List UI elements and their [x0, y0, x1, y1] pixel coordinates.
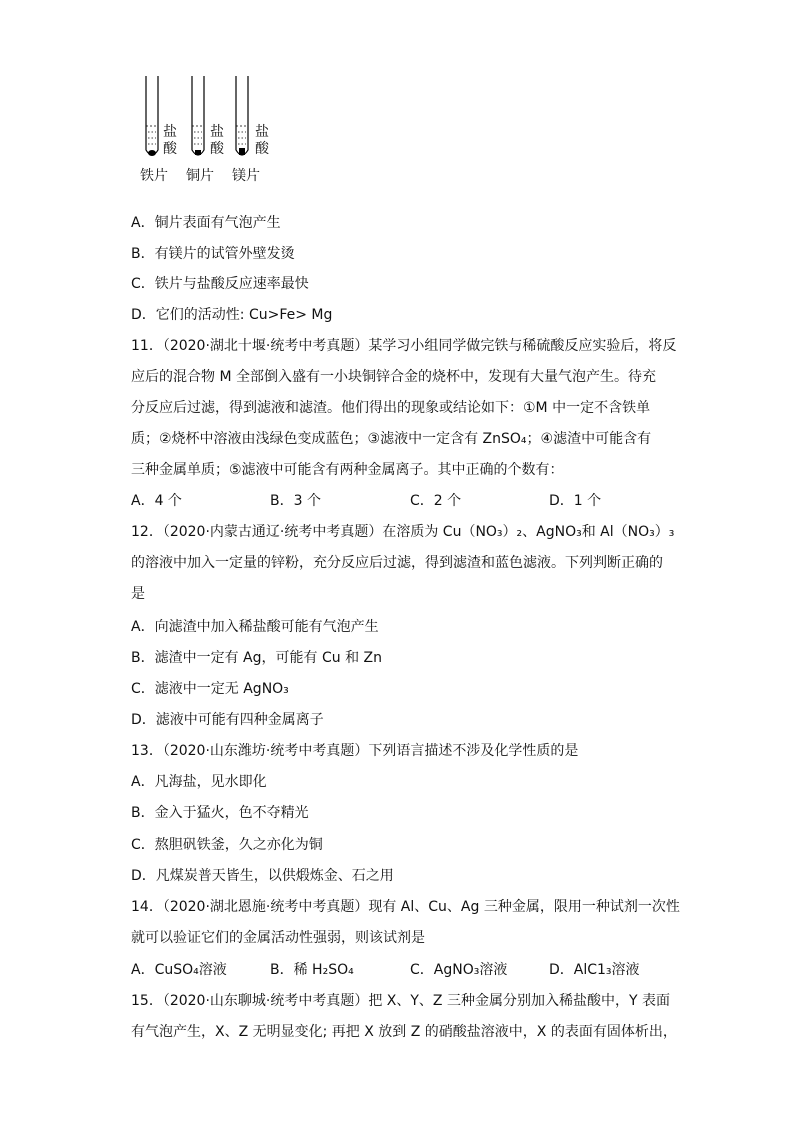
tube-3	[236, 76, 248, 155]
q11-option-b: B．3 个	[270, 493, 321, 509]
q14-options	[131, 961, 651, 979]
q14-option-c: C．AgNO₃溶液	[410, 962, 508, 978]
q12-option-a: A．向滤渣中加入稀盐酸可能有气泡产生	[131, 619, 379, 635]
q12-stem-line-2: 的溶液中加入一定量的锌粉，充分反应后过滤，得到滤渣和蓝色滤液。下列判断正确的	[131, 555, 663, 571]
q14-option-b: B．稀 H₂SO₄	[270, 962, 354, 978]
q10-option-b: B．有镁片的试管外壁发烫	[131, 246, 295, 262]
q11-stem-line-5: 三种金属单质；⑤滤液中可能含有两种金属离子。其中正确的个数有：	[131, 462, 564, 478]
q10-option-a: A．铜片表面有气泡产生	[131, 215, 281, 231]
q11-stem-line-2: 应后的混合物 M 全部倒入盛有一小块铜锌合金的烧杯中，发现有大量气泡产生。待充	[131, 369, 656, 385]
tube-label-magnesium: 镁片	[232, 168, 260, 184]
q13-option-d: D．凡煤炭普天皆生，以供煅炼金、石之用	[131, 868, 394, 884]
q13-option-b: B．金入于猛火，色不夺精光	[131, 805, 309, 821]
q12-stem-line-1: 12．（2020·内蒙古通辽·统考中考真题）在溶质为 Cu（NO₃）₂、AgNO₃和 Al（NO₃）₃	[131, 524, 675, 540]
q11-option-c: C．2 个	[410, 493, 462, 509]
q11-stem-line-3: 分反应后过滤，得到滤液和滤渣。他们得出的现象或结论如下：①M 中一定不含铁单	[131, 400, 651, 416]
q15-stem-line-1: 15．（2020·山东聊城·统考中考真题）把 X、Y、Z 三种金属分别加入稀盐酸中，Y 表面	[131, 993, 670, 1009]
tube-label-copper: 铜片	[186, 168, 214, 184]
tube-1	[146, 76, 158, 156]
acid-label-3: 盐酸	[255, 124, 269, 157]
q11-option-a: A．4 个	[131, 493, 182, 509]
q14-stem-line-2: 就可以验证它们的金属活动性强弱，则该试剂是	[131, 930, 425, 946]
q12-option-b: B．滤渣中一定有 Ag，可能有 Cu 和 Zn	[131, 650, 382, 666]
test-tube-figure	[136, 74, 296, 186]
q14-option-d: D．AlC1₃溶液	[549, 962, 640, 978]
q13-option-a: A．凡海盐，见水即化	[131, 774, 267, 790]
tube-2	[192, 76, 204, 155]
q11-option-d: D．1 个	[549, 493, 602, 509]
tube-label-iron: 铁片	[140, 168, 168, 184]
q15-stem-line-2: 有气泡产生，X、Z 无明显变化; 再把 X 放到 Z 的硝酸盐溶液中，X 的表面有固体析出，	[131, 1024, 677, 1040]
q13-option-c: C．熬胆矾铁釜，久之亦化为铜	[131, 837, 323, 853]
q11-stem-line-1: 11．（2020·湖北十堰·统考中考真题）某学习小组同学做完铁与稀硫酸反应实验后，将反	[131, 338, 677, 354]
q12-stem-line-3: 是	[131, 586, 145, 602]
q11-options	[131, 492, 651, 510]
q12-option-d: D．滤液中可能有四种金属离子	[131, 712, 324, 728]
q14-stem-line-1: 14．（2020·湖北恩施·统考中考真题）现有 Al、Cu、Ag 三种金属，限用一种试剂一次性	[131, 899, 680, 915]
q10-option-c: C．铁片与盐酸反应速率最快	[131, 276, 309, 292]
acid-label-1: 盐酸	[163, 124, 177, 157]
acid-label-2: 盐酸	[210, 124, 224, 157]
q14-option-a: A．CuSO₄溶液	[131, 962, 227, 978]
q10-option-d: D．它们的活动性: Cu>Fe> Mg	[131, 307, 333, 323]
q12-option-c: C．滤液中一定无 AgNO₃	[131, 681, 289, 697]
q13-stem-line-1: 13．（2020·山东潍坊·统考中考真题）下列语言描述不涉及化学性质的是	[131, 743, 579, 759]
q11-stem-line-4: 质；②烧杯中溶液由浅绿色变成蓝色；③滤液中一定含有 ZnSO₄；④滤渣中可能含有	[131, 431, 652, 447]
